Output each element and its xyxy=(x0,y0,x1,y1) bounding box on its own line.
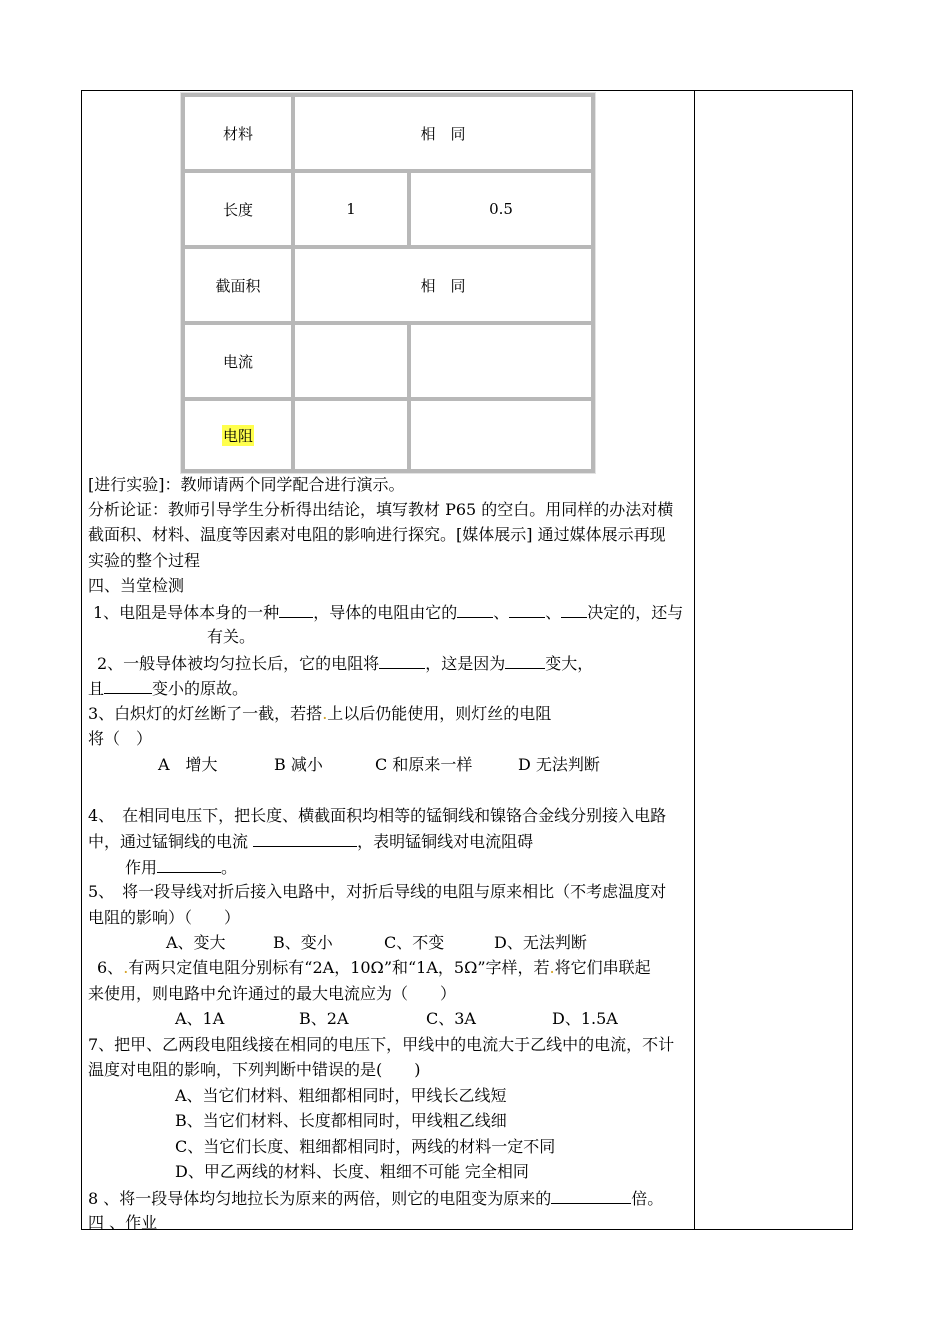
cell-length-2 xyxy=(409,171,593,247)
cell-resistance-1[interactable] xyxy=(293,399,409,471)
q1-text-d: 、 xyxy=(545,603,562,622)
q7-option-d[interactable]: D、甲乙两线的材料、长度、粗细不可能 完全相同 xyxy=(175,1162,529,1181)
q2-blank-1[interactable] xyxy=(379,650,425,669)
q2-text-c: 变大， xyxy=(545,654,594,673)
current-label: 电流 xyxy=(222,352,253,371)
q1-blank-2[interactable] xyxy=(457,599,493,618)
question-8 xyxy=(88,1185,663,1209)
q1-blank-4[interactable] xyxy=(561,599,587,618)
experiment-table xyxy=(181,93,595,473)
q8-text-b: 倍。 xyxy=(631,1189,664,1208)
question-2 xyxy=(97,650,593,674)
cell-current-2[interactable] xyxy=(409,323,593,399)
cell-current-1[interactable] xyxy=(293,323,409,399)
q3-option-d[interactable]: D 无法判断 xyxy=(518,755,600,774)
q5-option-a[interactable]: A、变大 xyxy=(166,933,226,952)
question-2-cont xyxy=(88,675,248,699)
q5-text-a: 5、 将一段导线对折后接入电路中，对折后导线的电阻与原来相比（不考虑温度对 xyxy=(88,882,667,901)
q1-text-b: ，导体的电阻由它的 xyxy=(313,603,458,622)
question-4-cont xyxy=(88,828,533,852)
q1-blank-3[interactable] xyxy=(509,599,545,618)
q1-text-f: 有关。 xyxy=(207,627,256,646)
cell-length-1 xyxy=(293,171,409,247)
experiment-line: [进行实验]：教师请两个同学配合进行演示。 xyxy=(88,475,405,494)
q5-option-b[interactable]: B、变小 xyxy=(273,933,333,952)
q7-text-a: 7、把甲、乙两段电阻线接在相同的电压下，甲线中的电流大于乙线中的电流，不计 xyxy=(88,1035,675,1054)
area-label: 截面积 xyxy=(215,276,261,295)
cell-material-label xyxy=(183,95,293,171)
question-3: 3、白炽灯的灯丝断了一截，若搭.上以后仍能使用，则灯丝的电阻 xyxy=(88,704,552,723)
q3-text-a: 3、白炽灯的灯丝断了一截，若搭 xyxy=(88,704,323,723)
q4-text-d: 作用 xyxy=(125,858,158,877)
q1-blank-1[interactable] xyxy=(279,599,313,618)
q1-text-e: 决定的，还与 xyxy=(587,603,684,622)
q4-text-c: ，表明锰铜线对电流阻碍 xyxy=(357,832,534,851)
question-1 xyxy=(93,599,683,623)
q2-blank-3[interactable] xyxy=(104,675,152,694)
cell-current-label xyxy=(183,323,293,399)
question-6: 6、.有两只定值电阻分别标有“2A，10Ω”和“1A，5Ω”字样，若.将它们串联起 xyxy=(97,958,651,977)
q2-text-a: 2、一般导体被均匀拉长后，它的电阻将 xyxy=(97,654,380,673)
q6-option-c[interactable]: C、3A xyxy=(426,1009,476,1028)
q2-text-b: ，这是因为 xyxy=(425,654,506,673)
q1-text-a: 1、电阻是导体本身的一种 xyxy=(93,603,280,622)
area-value: 相 同 xyxy=(420,276,466,295)
q3-option-c[interactable]: C 和原来一样 xyxy=(375,755,473,774)
section-heading-test: 四、当堂检测 xyxy=(88,576,185,595)
material-label: 材料 xyxy=(222,124,253,143)
q5-option-d[interactable]: D、无法判断 xyxy=(494,933,587,952)
q6-text-d: 来使用，则电路中允许通过的最大电流应为（ ） xyxy=(88,984,457,1003)
q2-text-d: 且 xyxy=(88,679,105,698)
q8-blank[interactable] xyxy=(551,1185,631,1204)
q6-option-a[interactable]: A、1A xyxy=(175,1009,225,1028)
q3-option-b[interactable]: B 减小 xyxy=(274,755,323,774)
q6-option-b[interactable]: B、2A xyxy=(299,1009,349,1028)
cell-resistance-2[interactable] xyxy=(409,399,593,471)
q4-blank-2[interactable] xyxy=(157,854,221,873)
q5-text-b: 电阻的影响）（ ） xyxy=(88,908,241,927)
cell-material-value xyxy=(293,95,593,171)
cell-length-label xyxy=(183,171,293,247)
q6-text-c: 将它们串联起 xyxy=(554,958,651,977)
analysis-line-2: 截面积、材料、温度等因素对电阻的影响进行探究。[媒体展示] 通过媒体展示再现 xyxy=(88,525,666,544)
q6-text-b: 有两只定值电阻分别标有“2A，10Ω”和“1A，5Ω”字样，若 xyxy=(128,958,550,977)
q4-text-a: 4、 在相同电压下，把长度、横截面积均相等的锰铜线和镍铬合金线分别接入电路 xyxy=(88,806,667,825)
cell-area-label xyxy=(183,247,293,323)
q4-text-e: 。 xyxy=(221,858,238,877)
homework-heading: 四 、作业 xyxy=(88,1213,158,1232)
q4-blank-1[interactable] xyxy=(253,828,357,847)
q4-text-b: 中，通过锰铜线的电流 xyxy=(88,832,249,851)
q1-text-c: 、 xyxy=(493,603,510,622)
material-value: 相 同 xyxy=(420,124,466,143)
column-divider xyxy=(694,90,695,1230)
q6-option-d[interactable]: D、1.5A xyxy=(552,1009,618,1028)
q7-option-c[interactable]: C、当它们长度、粗细都相同时，两线的材料一定不同 xyxy=(175,1137,556,1156)
analysis-line-1: 分析论证：教师引导学生分析得出结论，填写教材 P65 的空白。用同样的办法对横 xyxy=(88,500,674,519)
q2-text-e: 变小的原故。 xyxy=(152,679,249,698)
length-value-2: 0.5 xyxy=(489,200,513,218)
q6-text-a: 6、 xyxy=(97,958,124,977)
q2-blank-2[interactable] xyxy=(505,650,545,669)
q7-option-b[interactable]: B、当它们材料、长度都相同时，甲线粗乙线细 xyxy=(175,1111,507,1130)
cell-resistance-label xyxy=(183,399,293,471)
analysis-line-3: 实验的整个过程 xyxy=(88,551,201,570)
q8-text-a: 8 、将一段导体均匀地拉长为原来的两倍，则它的电阻变为原来的 xyxy=(88,1189,552,1208)
q7-text-b: 温度对电阻的影响，下列判断中错误的是( ) xyxy=(88,1060,421,1079)
length-label: 长度 xyxy=(222,200,253,219)
q7-option-a[interactable]: A、当它们材料、粗细都相同时，甲线长乙线短 xyxy=(175,1086,507,1105)
cell-area-value xyxy=(293,247,593,323)
resistance-label: 电阻 xyxy=(222,426,253,445)
q3-option-a[interactable]: A 增大 xyxy=(158,755,218,774)
q5-option-c[interactable]: C、不变 xyxy=(384,933,445,952)
q3-text-c: 将（ ） xyxy=(88,729,153,748)
length-value-1: 1 xyxy=(346,200,356,218)
question-4-end xyxy=(125,854,237,878)
q3-text-b: 上以后仍能使用，则灯丝的电阻 xyxy=(327,704,552,723)
